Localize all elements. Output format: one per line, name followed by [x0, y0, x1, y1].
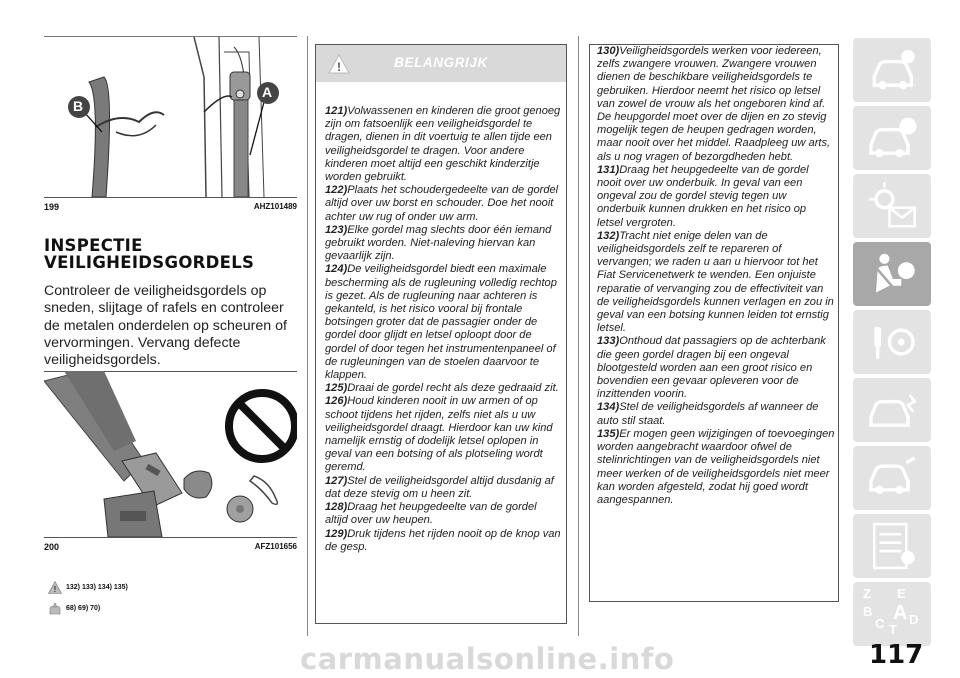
warning-items — [597, 45, 835, 507]
sidebar-tab[interactable] — [853, 310, 931, 374]
watermark: carmanualsonline.info — [300, 642, 675, 676]
svg-text:!: ! — [337, 60, 341, 74]
caution-hand-icon — [48, 602, 62, 615]
warning-item-text: Draag het heupgedeelte van de gordel nooit over uw onderbuik. In geval van een ongeval zou de gordel stevig tegen uw onderbuik kunnen drukken en het risico op letsel vergroten. — [597, 163, 809, 229]
warning-item-text: Elke gordel mag slechts door één iemand gebruikt worden. Niet-naleving hiervan kan gevaarlijk zijn. — [325, 223, 552, 263]
index-letter: T — [889, 622, 897, 637]
warning-item-text: Tracht niet enige delen van de veiligheidsgordels zelf te repareren of vervangen; we raden u aan u hiervoor tot het Fiat Servicenetwerk te wenden. Een onjuiste reparatie of vervanging zou de effectiviteit van de veiligheidsgordels kunnen verlagen en zou in geval van een botsing kunnen leiden tot ernstig letsel. — [597, 229, 834, 335]
warning-item — [325, 475, 561, 501]
index-letter: A — [893, 602, 908, 624]
warning-item-number: 132) — [597, 229, 620, 242]
index-letter: Z — [863, 586, 871, 601]
sidebar-tab[interactable] — [853, 242, 931, 306]
sidebar-tab[interactable] — [853, 446, 931, 510]
warning-item-number: 125) — [325, 382, 348, 395]
section-intro: Controleer de veiligheidsgordels op sneden, slijtage of rafels en controleer de metalen onderdelen op scheuren of vervormingen. Vervang defecte veiligheidsgordels. — [44, 283, 287, 369]
warning-item — [597, 230, 835, 336]
figure-seatbelt-anchor — [44, 37, 297, 197]
sidebar-tab[interactable] — [853, 582, 931, 646]
car-info-icon — [853, 38, 931, 102]
warning-item — [597, 428, 835, 507]
warning-item — [325, 528, 561, 554]
index-letter: E — [897, 586, 906, 601]
sidebar-tab[interactable] — [853, 378, 931, 442]
warning-items — [325, 105, 561, 554]
warning-item-number: 128) — [325, 501, 348, 514]
sidebar-tab[interactable] — [853, 514, 931, 578]
warning-item-text: Stel de veiligheidsgordel altijd dusdanig af dat deze stevig om u heen zit. — [325, 474, 554, 500]
figure-rule — [44, 197, 297, 198]
figure-code: AHZ101489 — [253, 202, 297, 211]
warning-item — [325, 105, 561, 184]
warning-item-number: 121) — [325, 105, 348, 117]
warning-item-text: De veiligheidsgordel biedt een maximale bescherming als de rugleuning volledig rechtop is gezet. Als de rugleuning naar achteren is gekanteld, is het risico vooral bij frontale botsingen groter dat de passagier onder de gordel door glijdt en letsel oploopt door de gordel of door tegen het instrumentenpaneel of de rugleuningen van de stoelen daarvoor te klappen. — [325, 263, 557, 382]
warning-item — [325, 263, 561, 382]
section-heading-line2: VEILIGHEIDSGORDELS — [44, 253, 255, 272]
figure-rule — [44, 537, 297, 538]
section-heading-line1: INSPECTIE — [44, 236, 143, 255]
warning-title: BELANGRIJK — [394, 55, 488, 70]
warning-item — [325, 395, 561, 474]
warning-item — [325, 501, 561, 527]
car-warning-icon — [853, 106, 931, 170]
warning-item-text: Plaats het schoudergedeelte van de gordel altijd over uw borst en schouder. Doe het nooit achter uw rug of onder uw arm. — [325, 184, 559, 223]
warning-item-text: Draag het heupgedeelte van de gordel altijd over uw heupen. — [325, 501, 537, 527]
warning-refs — [48, 581, 128, 594]
warning-triangle-icon — [48, 581, 62, 594]
warning-item — [325, 184, 561, 224]
warning-item-number: 126) — [325, 395, 348, 408]
warning-item-number: 134) — [597, 401, 620, 414]
svg-text:!: ! — [53, 585, 57, 594]
warning-item-number: 123) — [325, 223, 348, 236]
warning-item-number: 129) — [325, 527, 348, 540]
lights-envelope-icon — [853, 174, 931, 238]
figure-seatbelt-damage — [44, 371, 297, 537]
warning-item-number: 133) — [597, 335, 620, 348]
column-separator — [307, 36, 308, 636]
label-b: B — [73, 98, 84, 114]
warning-item — [597, 45, 835, 164]
warning-box — [315, 44, 567, 624]
sidebar-tab[interactable] — [853, 38, 931, 102]
sidebar-tab[interactable] — [853, 174, 931, 238]
warning-box-continued — [589, 44, 839, 602]
index-letter: C — [875, 616, 885, 631]
warning-item-text: Veiligheidsgordels werken voor iedereen, zelfs zwangere vrouwen. Zwangere vrouwen dienen de beschikbare veiligheidsgordels te gebruiken. Hierdoor neemt het risico op letsel van zowel de vrouw als het ongeboren kind af. De heupgordel moet over de dijen en zo stevig mogelijk tegen de heupen gedragen worden, maar nooit over het middel. Raadpleeg uw arts, als u nog vragen of bezorgdheden hebt. — [597, 45, 831, 163]
warning-item-text: Volwassenen en kinderen die groot genoeg zijn om fatsoenlijk een veiligheidsgordel te dragen, dienen in dit voertuig te allen tijde een veiligheidsgordel te dragen. Voor andere kinderen moet altijd een geschikt kinderzitje worden gebruikt. — [325, 105, 561, 184]
warning-item-number: 124) — [325, 263, 348, 276]
warning-item-text: Er mogen geen wijzigingen of toevoegingen worden aangebracht waardoor ofwel de stelinrichtingen van de veiligheidsgordels niet meer werken of de veiligheidsgordels niet meer kan worden afgesteld, zodat hij goed wordt aangespannen. — [597, 427, 835, 506]
column-separator — [578, 36, 579, 636]
key-steering-icon — [853, 310, 931, 374]
figure-number: 199 — [44, 202, 60, 212]
warning-item-text: Stel de veiligheidsgordels af wanneer de auto stil staat. — [597, 401, 819, 427]
caution-refs-text: 68) 69) 70) — [66, 605, 101, 612]
caution-refs — [48, 602, 100, 615]
warning-refs-text: 132) 133) 134) 135) — [66, 584, 128, 591]
warning-item-number: 130) — [597, 45, 620, 57]
label-a: A — [262, 84, 273, 100]
car-service-icon — [853, 446, 931, 510]
warning-box-header — [316, 45, 566, 82]
warning-item-number: 122) — [325, 184, 348, 197]
warning-item-text: Druk tijdens het rijden nooit op de knop van de gesp. — [325, 527, 561, 553]
warning-item — [597, 164, 835, 230]
page-number: 117 — [869, 640, 924, 670]
car-crash-icon — [853, 378, 931, 442]
warning-item-number: 135) — [597, 427, 620, 440]
index-letter: D — [909, 612, 919, 627]
warning-item — [325, 382, 561, 395]
warning-item — [325, 224, 561, 264]
warning-item-number: 127) — [325, 474, 348, 487]
figure-number: 200 — [44, 542, 60, 552]
warning-item-number: 131) — [597, 163, 620, 176]
warning-item — [597, 401, 835, 427]
index-letter: B — [863, 604, 873, 619]
warning-item-text: Houd kinderen nooit in uw armen of op schoot tijdens het rijden, zelfs niet als u uw veiligheidsgordel draagt. Hierdoor kan uw kind namelijk ernstig of dodelijk letsel oplopen in geval van een botsing of als plotseling wordt geremd. — [325, 395, 553, 474]
warning-item — [597, 335, 835, 401]
warning-item-text: Draai de gordel recht als deze gedraaid zit. — [347, 382, 559, 395]
checklist-icon — [853, 514, 931, 578]
section-heading — [44, 237, 304, 271]
warning-item-text: Onthoud dat passagiers op de achterbank die geen gordel dragen bij een ongeval blootgesteld worden aan een groot risico en bovendien een gevaar opleveren voor de inzittenden voorin. — [597, 335, 826, 401]
sidebar-tab[interactable] — [853, 106, 931, 170]
figure-code: AFZ101656 — [254, 542, 297, 551]
seatbelt-airbag-icon — [853, 242, 931, 306]
